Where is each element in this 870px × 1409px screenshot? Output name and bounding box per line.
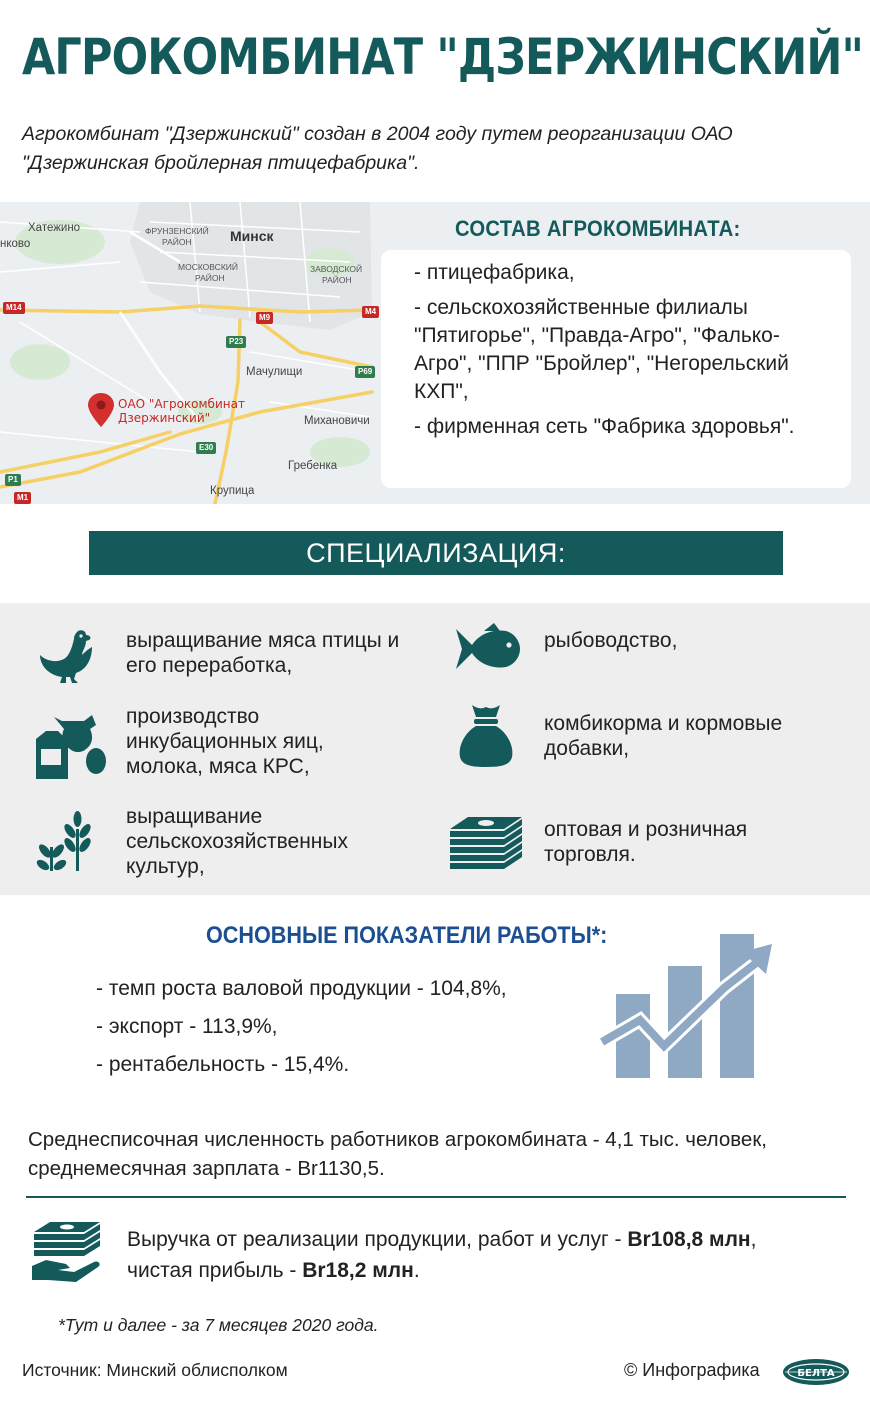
growth-chart-icon bbox=[600, 930, 780, 1080]
feed-sack-icon bbox=[458, 703, 514, 767]
indicator-item: - экспорт - 113,9%, bbox=[96, 1015, 278, 1038]
map-label-nkovo: нково bbox=[0, 238, 31, 250]
dairy-icon bbox=[34, 713, 108, 781]
road-shield: M1 bbox=[14, 492, 31, 504]
belta-logo-text: БЕЛТА bbox=[797, 1368, 835, 1379]
map-label-grebenka: Гребенка bbox=[288, 460, 338, 472]
indicator-item: - темп роста валовой продукции - 104,8%, bbox=[96, 977, 507, 1000]
road-shield: E30 bbox=[196, 442, 216, 454]
road-shield: M9 bbox=[256, 312, 273, 324]
specialization-item: производство инкубационных яиц, молока, мяса КРС, bbox=[126, 705, 324, 778]
profit-value: Br18,2 млн bbox=[302, 1259, 414, 1282]
map-label-mikhanovichi: Михановичи bbox=[304, 415, 370, 427]
profit-end: . bbox=[413, 1259, 420, 1282]
specialization-item: рыбоводство, bbox=[544, 629, 678, 652]
composition-box bbox=[381, 250, 851, 488]
credit-text: © Инфографика bbox=[624, 1360, 760, 1380]
map-label-machulishchy: Мачулищи bbox=[246, 366, 303, 378]
road-shield: P23 bbox=[226, 336, 246, 348]
money-hand-icon bbox=[30, 1220, 104, 1284]
map-pin-label-line2: Дзержинский" bbox=[118, 411, 211, 425]
map-label-khatezhino: Хатежино bbox=[28, 222, 81, 234]
map-label-minsk: Минск bbox=[230, 228, 274, 244]
specialization-item: выращивание мяса птицы и его переработка, bbox=[126, 629, 400, 677]
indicators-heading: ОСНОВНЫЕ ПОКАЗАТЕЛИ РАБОТЫ*: bbox=[206, 922, 608, 949]
footnote: *Тут и далее - за 7 месяцев 2020 года. bbox=[58, 1315, 379, 1335]
map-label-moskovsky-2: РАЙОН bbox=[195, 273, 225, 283]
wheat-icon bbox=[36, 811, 100, 871]
road-shield: M14 bbox=[3, 302, 25, 314]
map-label-zavodskoy-1: ЗАВОДСКОЙ bbox=[310, 264, 363, 274]
specialization-section bbox=[0, 603, 870, 895]
specialization-item: выращивание сельскохозяйственных культур, bbox=[126, 805, 348, 878]
fish-icon bbox=[454, 621, 522, 675]
revenue-value: Br108,8 млн bbox=[627, 1228, 751, 1251]
chicken-icon bbox=[34, 625, 98, 689]
section-divider bbox=[26, 1196, 846, 1198]
map-label-zavodskoy-2: РАЙОН bbox=[322, 275, 352, 285]
profit-label: чистая прибыль - bbox=[127, 1259, 303, 1282]
road-shield: P69 bbox=[355, 366, 375, 378]
revenue-text bbox=[127, 1224, 857, 1286]
composition-item: - фирменная сеть "Фабрика здоровья". bbox=[414, 415, 795, 438]
composition-heading: СОСТАВ АГРОКОМБИНАТА: bbox=[455, 216, 741, 241]
map-label-frunzensky-2: РАЙОН bbox=[162, 237, 192, 247]
revenue-label: Выручка от реализации продукции, работ и услуг - bbox=[127, 1228, 628, 1251]
money-stack-icon bbox=[448, 815, 524, 871]
map-label-moskovsky-1: МОСКОВСКИЙ bbox=[178, 262, 238, 272]
page-title: АГРОКОМБИНАТ "ДЗЕРЖИНСКИЙ" bbox=[22, 28, 864, 86]
belta-logo bbox=[781, 1357, 851, 1387]
map-pin-label bbox=[118, 397, 245, 425]
specialization-item: оптовая и розничная торговля. bbox=[544, 818, 748, 866]
composition-item: - сельскохозяйственные филиалы "Пятигорье", "Правда-Агро", "Фалько-Агро", "ППР "Бройлер", "Негорельский КХП", bbox=[414, 296, 789, 403]
revenue-separator: , bbox=[750, 1228, 757, 1251]
composition-item: - птицефабрика, bbox=[414, 261, 575, 284]
employees-text: Среднесписочная численность работников агрокомбината - 4,1 тыс. человек, среднемесячная зарплата - Br1130,5. bbox=[28, 1128, 767, 1180]
specialization-heading: СПЕЦИАЛИЗАЦИЯ: bbox=[89, 531, 783, 575]
intro-text: Агрокомбинат "Дзержинский" создан в 2004 году путем реорганизации ОАО "Дзержинская бройлерная птицефабрика". bbox=[22, 123, 733, 174]
map-label-frunzensky-1: ФРУНЗЕНСКИЙ bbox=[145, 226, 209, 236]
indicator-item: - рентабельность - 15,4%. bbox=[96, 1053, 350, 1076]
revenue-line bbox=[127, 1224, 857, 1255]
map-label-krupitsa: Крупица bbox=[210, 485, 255, 497]
specialization-item: комбикорма и кормовые добавки, bbox=[544, 712, 783, 760]
map-pin-label-line1: ОАО "Агрокомбинат bbox=[118, 397, 245, 411]
road-shield: P1 bbox=[5, 474, 21, 486]
source-text: Источник: Минский облисполком bbox=[22, 1360, 288, 1380]
road-shield: M4 bbox=[362, 306, 379, 318]
profit-line bbox=[127, 1255, 857, 1286]
